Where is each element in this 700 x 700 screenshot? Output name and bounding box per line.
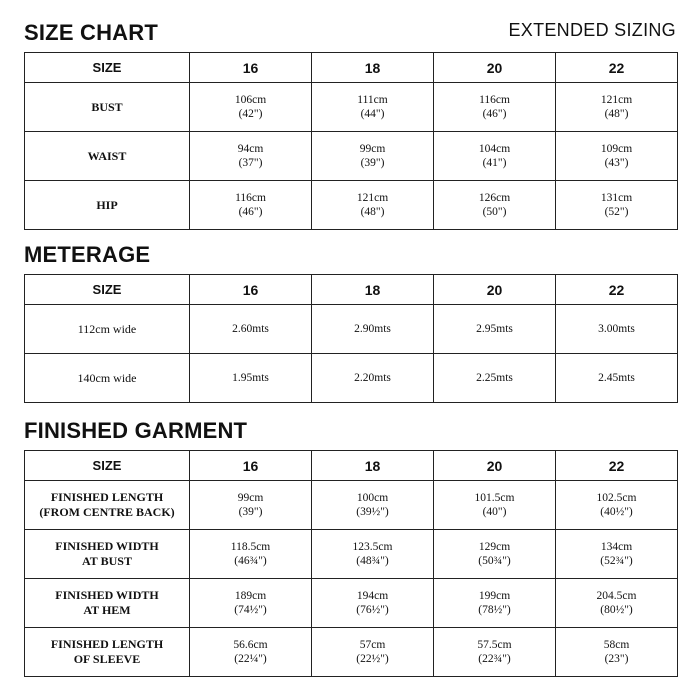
measurement-cell: 99cm (39") bbox=[312, 132, 434, 181]
measurement-cell: 104cm (41") bbox=[434, 132, 556, 181]
meterage-cell: 2.95mts bbox=[434, 305, 556, 354]
measurement-cell: 111cm (44") bbox=[312, 83, 434, 132]
finished-length-row bbox=[25, 481, 678, 530]
waist-row bbox=[25, 132, 678, 181]
finished-width-bust-row bbox=[25, 530, 678, 579]
measurement-cell: 204.5cm (80½") bbox=[556, 579, 678, 628]
size-16-header: 16 bbox=[190, 53, 312, 83]
size-18-header: 18 bbox=[312, 53, 434, 83]
row-label: FINISHED LENGTH OF SLEEVE bbox=[25, 628, 190, 677]
finished-garment-title: FINISHED GARMENT bbox=[24, 418, 248, 443]
measurement-cell: 99cm (39") bbox=[190, 481, 312, 530]
size-16-header: 16 bbox=[190, 275, 312, 305]
measurement-cell: 189cm (74½") bbox=[190, 579, 312, 628]
measurement-cell: 116cm (46") bbox=[190, 181, 312, 230]
size-18-header: 18 bbox=[312, 451, 434, 481]
measurement-cell: 129cm (50¾") bbox=[434, 530, 556, 579]
size-22-header: 22 bbox=[556, 53, 678, 83]
row-label: BUST bbox=[25, 83, 190, 132]
size-header: SIZE bbox=[25, 53, 190, 83]
fabric-140cm-row bbox=[25, 354, 678, 403]
size-chart-header-row bbox=[25, 53, 678, 83]
measurement-cell: 94cm (37") bbox=[190, 132, 312, 181]
measurement-cell: 123.5cm (48¾") bbox=[312, 530, 434, 579]
meterage-cell: 2.60mts bbox=[190, 305, 312, 354]
measurement-cell: 121cm (48") bbox=[312, 181, 434, 230]
size-18-header: 18 bbox=[312, 275, 434, 305]
measurement-cell: 102.5cm (40½") bbox=[556, 481, 678, 530]
measurement-cell: 57.5cm (22¾") bbox=[434, 628, 556, 677]
row-label: 112cm wide bbox=[25, 305, 190, 354]
extended-sizing-label: EXTENDED SIZING bbox=[508, 20, 676, 40]
meterage-header-row bbox=[25, 275, 678, 305]
row-label: WAIST bbox=[25, 132, 190, 181]
size-20-header: 20 bbox=[434, 53, 556, 83]
row-label: 140cm wide bbox=[25, 354, 190, 403]
size-20-header: 20 bbox=[434, 275, 556, 305]
measurement-cell: 194cm (76½") bbox=[312, 579, 434, 628]
meterage-cell: 1.95mts bbox=[190, 354, 312, 403]
finished-length-sleeve-row bbox=[25, 628, 678, 677]
row-label: HIP bbox=[25, 181, 190, 230]
measurement-cell: 134cm (52¾") bbox=[556, 530, 678, 579]
row-label: FINISHED WIDTH AT BUST bbox=[25, 530, 190, 579]
measurement-cell: 106cm (42") bbox=[190, 83, 312, 132]
measurement-cell: 199cm (78½") bbox=[434, 579, 556, 628]
size-22-header: 22 bbox=[556, 275, 678, 305]
size-header: SIZE bbox=[25, 451, 190, 481]
finished-garment-table bbox=[24, 450, 678, 677]
meterage-cell: 2.45mts bbox=[556, 354, 678, 403]
measurement-cell: 121cm (48") bbox=[556, 83, 678, 132]
measurement-cell: 100cm (39½") bbox=[312, 481, 434, 530]
size-16-header: 16 bbox=[190, 451, 312, 481]
meterage-cell: 2.20mts bbox=[312, 354, 434, 403]
meterage-cell: 3.00mts bbox=[556, 305, 678, 354]
fabric-112cm-row bbox=[25, 305, 678, 354]
meterage-cell: 2.90mts bbox=[312, 305, 434, 354]
row-label: FINISHED WIDTH AT HEM bbox=[25, 579, 190, 628]
measurement-cell: 101.5cm (40") bbox=[434, 481, 556, 530]
meterage-cell: 2.25mts bbox=[434, 354, 556, 403]
size-22-header: 22 bbox=[556, 451, 678, 481]
measurement-cell: 58cm (23") bbox=[556, 628, 678, 677]
size-chart-title: SIZE CHART bbox=[24, 20, 158, 45]
measurement-cell: 131cm (52") bbox=[556, 181, 678, 230]
finished-width-hem-row bbox=[25, 579, 678, 628]
measurement-cell: 56.6cm (22¼") bbox=[190, 628, 312, 677]
measurement-cell: 109cm (43") bbox=[556, 132, 678, 181]
hip-row bbox=[25, 181, 678, 230]
size-20-header: 20 bbox=[434, 451, 556, 481]
meterage-title: METERAGE bbox=[24, 242, 151, 267]
finished-garment-header-row bbox=[25, 451, 678, 481]
measurement-cell: 118.5cm (46¾") bbox=[190, 530, 312, 579]
measurement-cell: 116cm (46") bbox=[434, 83, 556, 132]
size-chart-table bbox=[24, 52, 678, 230]
meterage-table bbox=[24, 274, 678, 403]
measurement-cell: 126cm (50") bbox=[434, 181, 556, 230]
size-header: SIZE bbox=[25, 275, 190, 305]
row-label: FINISHED LENGTH (FROM CENTRE BACK) bbox=[25, 481, 190, 530]
bust-row bbox=[25, 83, 678, 132]
measurement-cell: 57cm (22½") bbox=[312, 628, 434, 677]
